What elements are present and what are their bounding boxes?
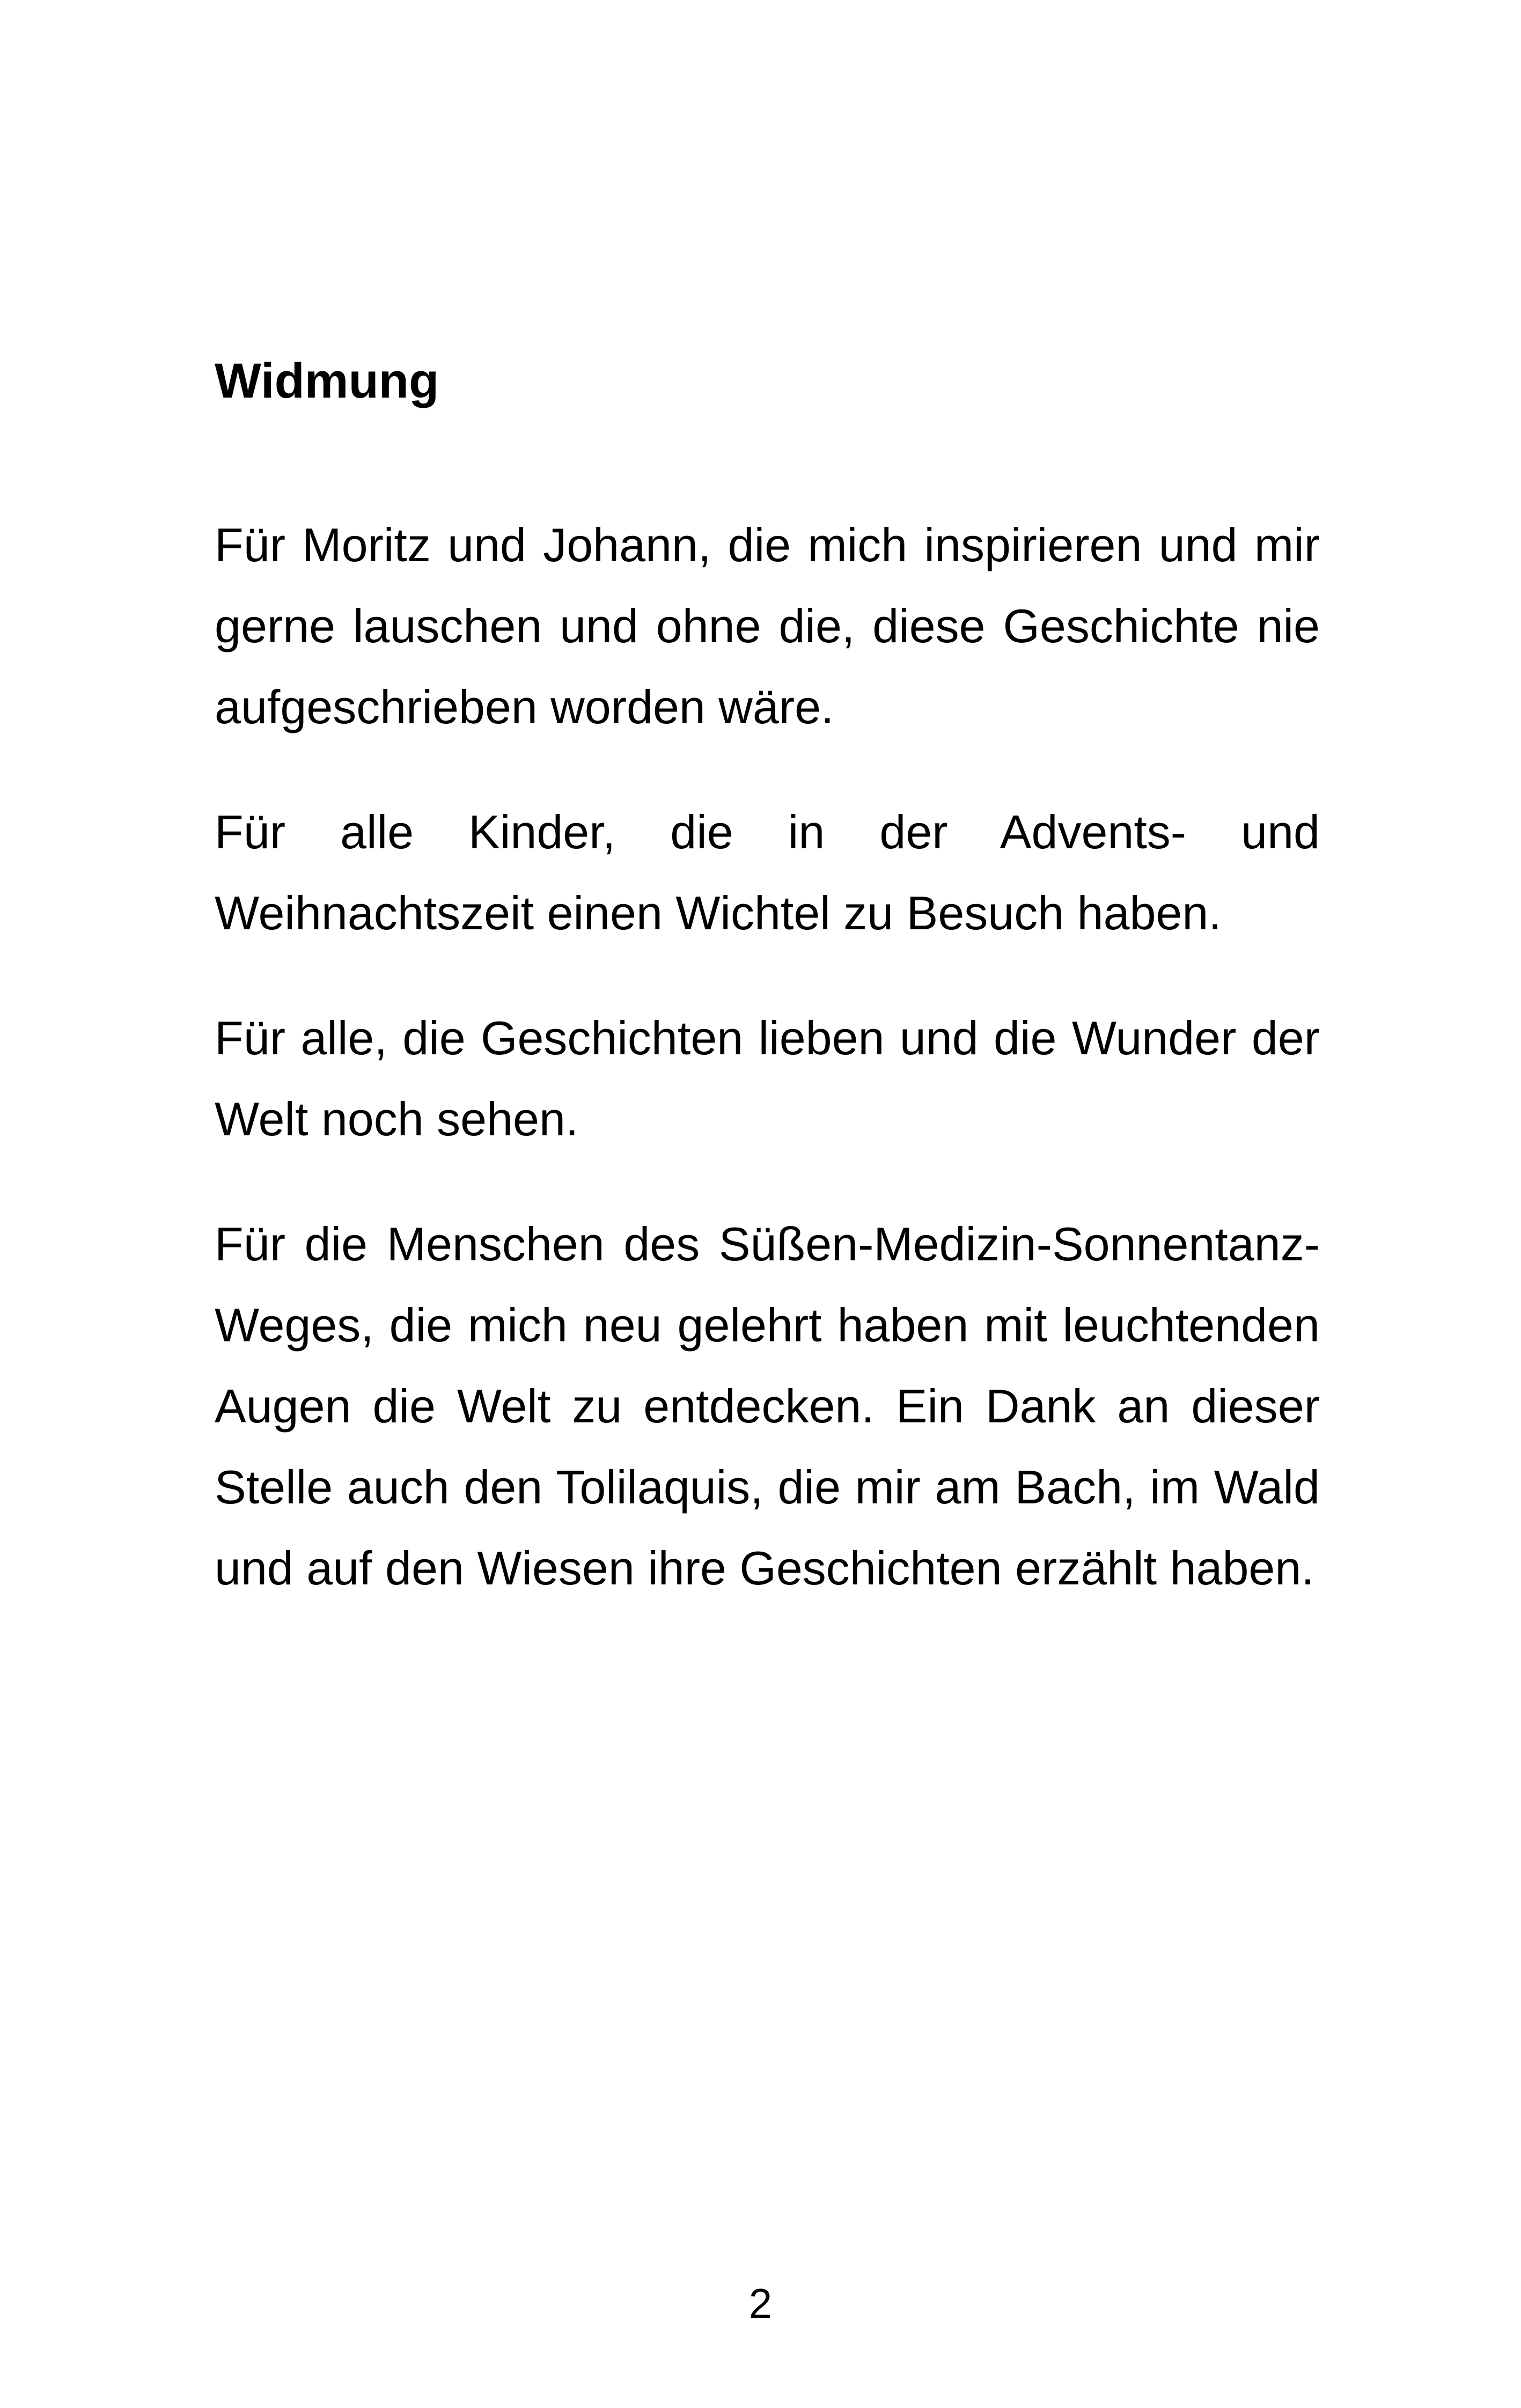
dedication-paragraph-3: Für alle, die Geschichten lieben und die Wunder der Welt noch sehen. bbox=[215, 1011, 1320, 1146]
dedication-paragraph-2: Für alle Kinder, die in der Advents- und Weihnachtszeit einen Wichtel zu Besuch haben. bbox=[215, 805, 1320, 939]
dedication-body bbox=[215, 504, 1320, 1653]
page-heading: Widmung bbox=[215, 354, 439, 408]
page-number: 2 bbox=[748, 2280, 773, 2327]
dedication-paragraph-1: Für Moritz und Johann, die mich inspirieren und mir gerne lauschen und ohne die, diese Geschichte nie aufgeschrieben worden wäre. bbox=[215, 518, 1320, 733]
dedication-paragraph-4: Für die Menschen des Süßen-Medizin-Sonnentanz-Weges, die mich neu gelehrt haben mit leuchtenden Augen die Welt zu entdecken. Ein Dank an dieser Stelle auch den Tolilaquis, die mir am Bach, im Wald und auf den Wiesen ihre Geschichten erzählt haben. bbox=[215, 1217, 1320, 1595]
